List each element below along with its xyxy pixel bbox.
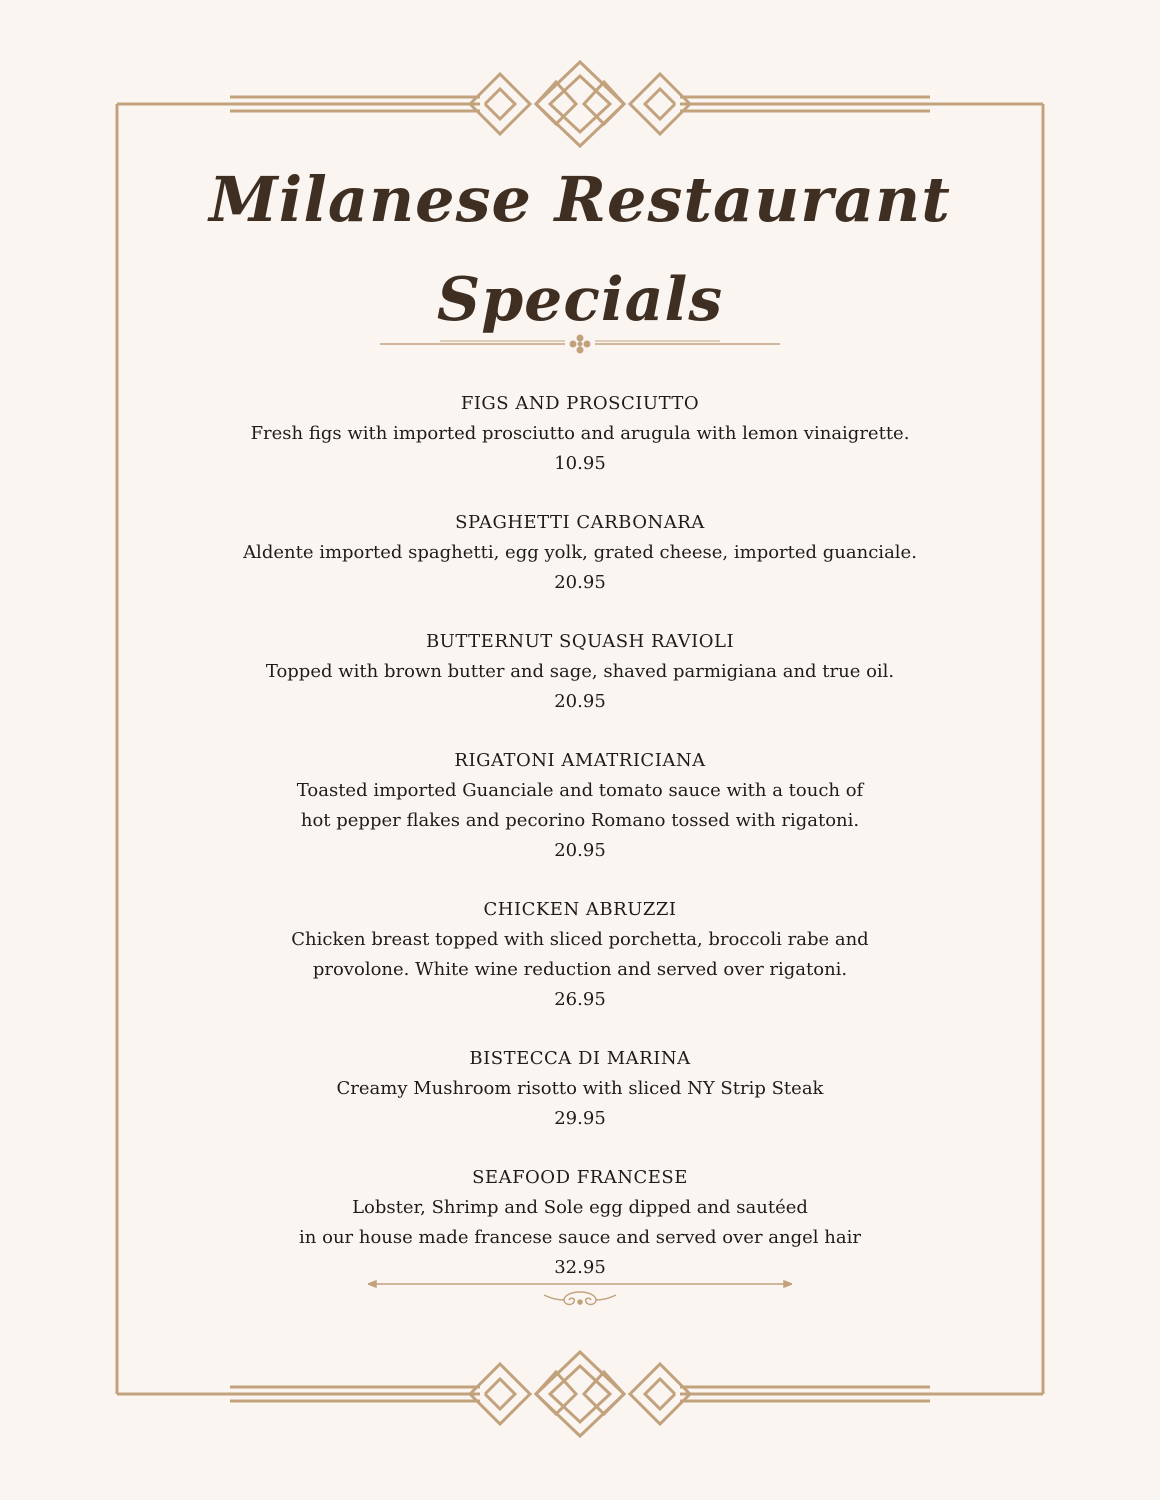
item-description: Topped with brown butter and sage, shaved parmigiana and true oil.	[265, 661, 895, 682]
menu-item	[0, 895, 1160, 1015]
bottom-ornament-icon	[230, 1352, 930, 1436]
item-name: BISTECCA DI MARINA	[469, 1048, 691, 1069]
item-description: hot pepper flakes and pecorino Romano tossed with rigatoni.	[300, 810, 860, 831]
item-price: 10.95	[554, 453, 606, 474]
item-name: FIGS AND PROSCIUTTO	[460, 393, 700, 414]
item-price: 20.95	[554, 840, 606, 861]
menu-item	[0, 627, 1160, 717]
item-name: SEAFOOD FRANCESE	[472, 1167, 688, 1188]
specials-menu	[0, 389, 1160, 1312]
item-name: SPAGHETTI CARBONARA	[455, 512, 705, 533]
item-price: 29.95	[554, 1108, 606, 1129]
item-name: RIGATONI AMATRICIANA	[454, 750, 706, 771]
item-description: provolone. White wine reduction and served over rigatoni.	[312, 959, 848, 980]
top-ornament-icon	[230, 62, 930, 146]
item-description: Lobster, Shrimp and Sole egg dipped and sautéed	[352, 1197, 808, 1218]
menu-item	[0, 508, 1160, 598]
item-description: Creamy Mushroom risotto with sliced NY Strip Steak	[336, 1078, 824, 1099]
item-name: CHICKEN ABRUZZI	[483, 899, 677, 920]
item-description: Chicken breast topped with sliced porchetta, broccoli rabe and	[291, 929, 869, 950]
item-price: 20.95	[554, 691, 606, 712]
item-name: BUTTERNUT SQUASH RAVIOLI	[425, 631, 735, 652]
item-description: in our house made francese sauce and served over angel hair	[299, 1227, 861, 1248]
specials-title: Specials	[436, 265, 724, 335]
menu-item	[0, 389, 1160, 479]
restaurant-title: Milanese Restaurant	[209, 163, 951, 236]
item-price: 26.95	[554, 989, 606, 1010]
item-price: 20.95	[554, 572, 606, 593]
item-description: Fresh figs with imported prosciutto and arugula with lemon vinaigrette.	[250, 423, 910, 444]
menu-item	[0, 1044, 1160, 1134]
menu-item	[0, 746, 1160, 866]
scroll-divider-icon	[368, 1278, 792, 1314]
menu-item	[0, 1163, 1160, 1283]
item-price: 32.95	[554, 1257, 606, 1278]
fleur-divider-icon	[380, 334, 780, 354]
item-description: Toasted imported Guanciale and tomato sauce with a touch of	[296, 780, 864, 801]
item-description: Aldente imported spaghetti, egg yolk, grated cheese, imported guanciale.	[243, 542, 917, 563]
